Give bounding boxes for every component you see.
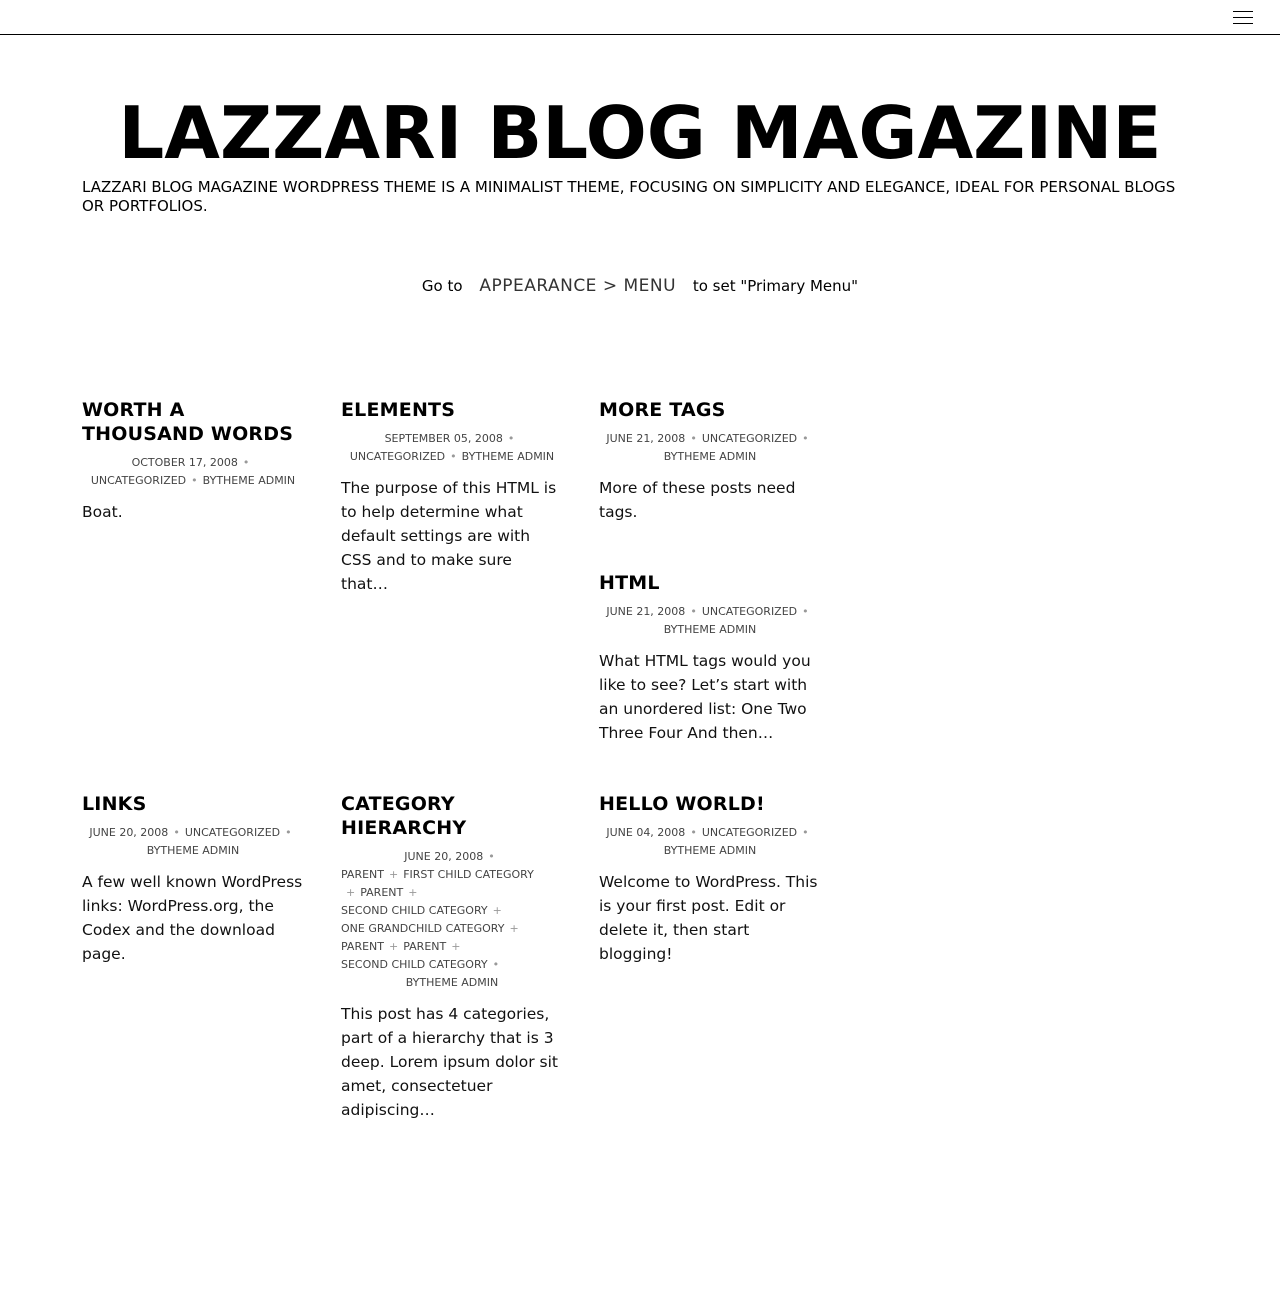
meta-separator: + bbox=[492, 904, 502, 917]
site-title[interactable]: LAZZARI BLOG MAGAZINE bbox=[118, 91, 1162, 175]
post-excerpt: Welcome to WordPress. This is your first post. Edit or delete it, then start blogging! bbox=[599, 873, 818, 963]
post-card bbox=[599, 398, 821, 524]
meta-separator: • bbox=[802, 605, 809, 618]
meta-separator: • bbox=[690, 605, 697, 618]
post-meta bbox=[82, 824, 304, 860]
post-category[interactable]: UNCATEGORIZED bbox=[349, 450, 446, 463]
post-category[interactable]: ONE GRANDCHILD CATEGORY bbox=[341, 922, 505, 935]
meta-separator: • bbox=[492, 958, 500, 971]
post-date[interactable]: JUNE 04, 2008 bbox=[606, 826, 686, 839]
post-excerpt: A few well known WordPress links: WordPress.org, the Codex and the download page. bbox=[82, 873, 303, 963]
post-title[interactable]: CATEGORY HIERARCHY bbox=[341, 793, 467, 839]
meta-separator: + bbox=[451, 940, 461, 953]
post-category[interactable]: PARENT bbox=[341, 868, 384, 881]
post-meta bbox=[341, 848, 563, 992]
meta-separator: + bbox=[408, 886, 418, 899]
post-card bbox=[82, 398, 304, 524]
menu-notice bbox=[0, 274, 1280, 298]
post-category[interactable]: UNCATEGORIZED bbox=[184, 826, 281, 839]
post-author[interactable]: BYTHEME ADMIN bbox=[405, 976, 499, 989]
post-card bbox=[341, 792, 563, 1122]
post-category[interactable]: PARENT bbox=[360, 886, 404, 899]
post-meta bbox=[341, 430, 563, 466]
post-author[interactable]: BYTHEME ADMIN bbox=[663, 450, 757, 463]
post-card bbox=[82, 792, 304, 966]
meta-separator: • bbox=[450, 450, 457, 463]
meta-separator: • bbox=[285, 826, 292, 839]
post-author[interactable]: BYTHEME ADMIN bbox=[663, 844, 757, 857]
post-meta bbox=[599, 824, 821, 860]
meta-separator: • bbox=[173, 826, 180, 839]
post-excerpt: The purpose of this HTML is to help determine what default settings are with CSS and to make sure that… bbox=[341, 479, 557, 593]
post-title[interactable]: HELLO WORLD! bbox=[599, 793, 765, 815]
meta-separator: • bbox=[690, 826, 697, 839]
post-excerpt: What HTML tags would you like to see? Let’s start with an unordered list: One Two Three Four And then… bbox=[599, 652, 811, 742]
hamburger-line bbox=[1233, 17, 1253, 18]
menu-notice-suffix: to set "Primary Menu" bbox=[692, 277, 859, 295]
post-author[interactable]: BYTHEME ADMIN bbox=[202, 474, 296, 487]
post-date[interactable]: OCTOBER 17, 2008 bbox=[131, 456, 238, 469]
post-author[interactable]: BYTHEME ADMIN bbox=[146, 844, 240, 857]
post-date[interactable]: JUNE 20, 2008 bbox=[404, 850, 484, 863]
post-category[interactable]: UNCATEGORIZED bbox=[90, 474, 187, 487]
meta-separator: + bbox=[509, 922, 519, 935]
top-bar bbox=[0, 0, 1280, 35]
post-card bbox=[599, 792, 821, 966]
meta-separator: • bbox=[242, 456, 250, 469]
site-description: LAZZARI BLOG MAGAZINE WORDPRESS THEME IS A MINIMALIST THEME, FOCUSING ON SIMPLICITY AND ELEGANCE, IDEAL FOR PERSONAL BLOGS OR PORTFOLIOS. bbox=[82, 178, 1176, 215]
post-excerpt: This post has 4 categories, part of a hierarchy that is 3 deep. Lorem ipsum dolor sit amet, consectetuer adipiscing… bbox=[341, 1005, 558, 1119]
hamburger-icon[interactable] bbox=[1233, 9, 1253, 25]
post-category[interactable]: SECOND CHILD CATEGORY bbox=[341, 904, 488, 917]
menu-notice-prefix: Go to bbox=[421, 277, 463, 295]
post-date[interactable]: JUNE 21, 2008 bbox=[606, 605, 686, 618]
meta-separator: + bbox=[346, 886, 356, 899]
post-category[interactable]: PARENT bbox=[341, 940, 384, 953]
post-category[interactable]: PARENT bbox=[403, 940, 447, 953]
post-title[interactable]: MORE TAGS bbox=[599, 399, 726, 421]
meta-separator: • bbox=[488, 850, 495, 863]
post-title[interactable]: HTML bbox=[599, 572, 660, 594]
meta-separator: • bbox=[802, 826, 809, 839]
post-meta bbox=[82, 454, 304, 490]
appearance-menu-link[interactable]: APPEARANCE > MENU bbox=[479, 276, 677, 296]
post-category[interactable]: SECOND CHILD CATEGORY bbox=[341, 958, 488, 971]
meta-separator: + bbox=[389, 940, 399, 953]
hamburger-line bbox=[1233, 23, 1253, 24]
meta-separator: • bbox=[507, 432, 515, 445]
post-excerpt: Boat. bbox=[82, 503, 123, 521]
post-excerpt: More of these posts need tags. bbox=[599, 479, 796, 521]
category-list bbox=[341, 866, 563, 974]
meta-separator: • bbox=[191, 474, 198, 487]
meta-separator: • bbox=[802, 432, 809, 445]
hamburger-line bbox=[1233, 11, 1253, 12]
post-category[interactable]: UNCATEGORIZED bbox=[701, 605, 798, 618]
post-category[interactable]: UNCATEGORIZED bbox=[701, 826, 798, 839]
meta-separator: • bbox=[690, 432, 697, 445]
post-category[interactable]: UNCATEGORIZED bbox=[701, 432, 798, 445]
post-category[interactable]: FIRST CHILD CATEGORY bbox=[403, 868, 534, 881]
post-title[interactable]: ELEMENTS bbox=[341, 399, 456, 421]
post-card bbox=[341, 398, 563, 596]
post-date[interactable]: JUNE 20, 2008 bbox=[89, 826, 169, 839]
post-author[interactable]: BYTHEME ADMIN bbox=[663, 623, 757, 636]
post-card bbox=[599, 571, 821, 745]
meta-separator: + bbox=[389, 868, 399, 881]
post-meta bbox=[599, 603, 821, 639]
post-title[interactable]: LINKS bbox=[82, 793, 147, 815]
post-meta bbox=[599, 430, 821, 466]
post-date[interactable]: SEPTEMBER 05, 2008 bbox=[384, 432, 503, 445]
post-date[interactable]: JUNE 21, 2008 bbox=[606, 432, 686, 445]
post-author[interactable]: BYTHEME ADMIN bbox=[461, 450, 555, 463]
post-title[interactable]: WORTH A THOUSAND WORDS bbox=[82, 399, 294, 445]
